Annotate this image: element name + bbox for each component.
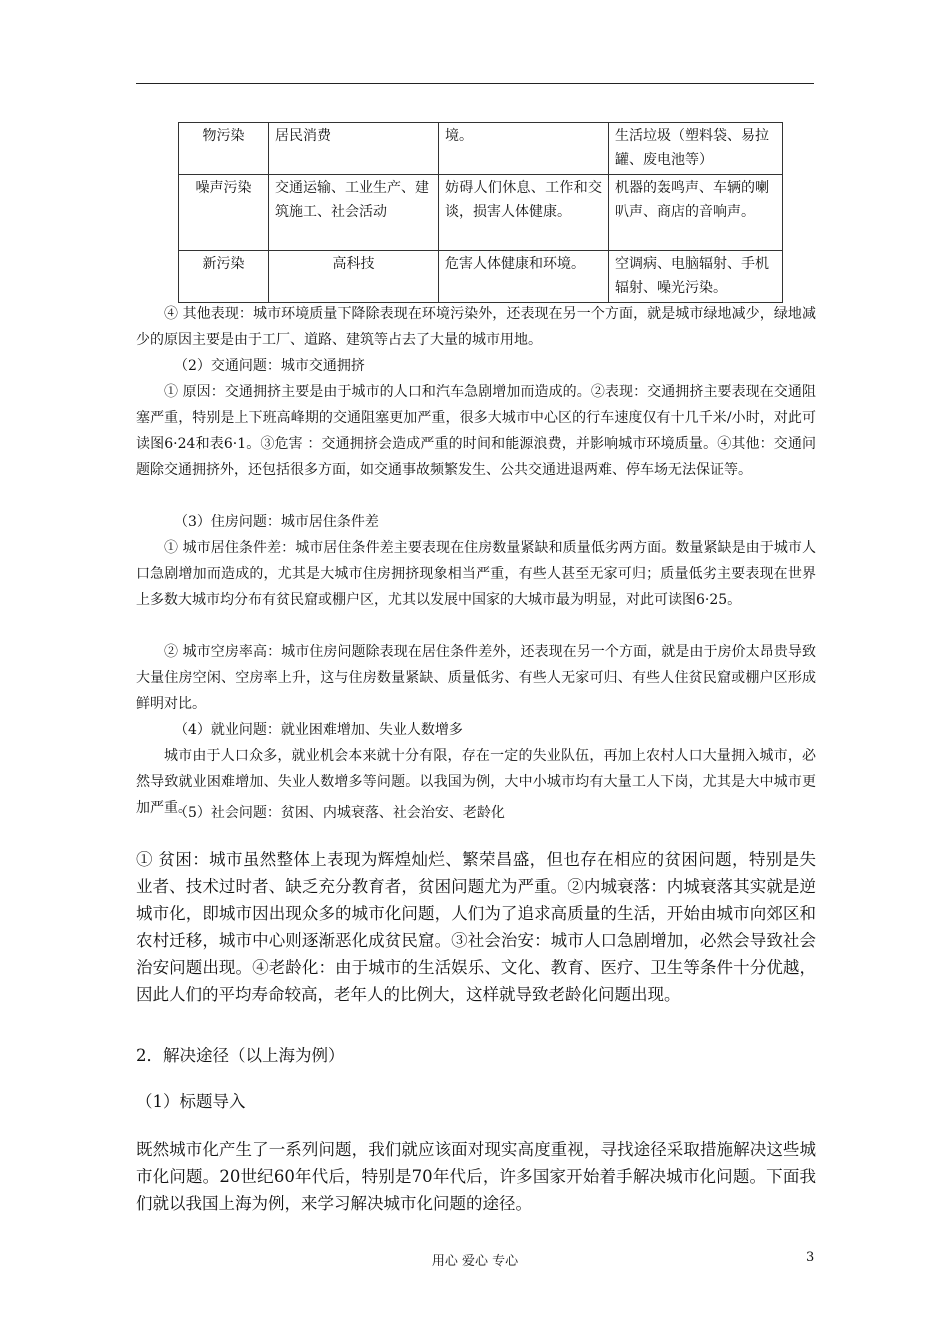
paragraph: ① 城市居住条件差：城市居住条件差主要表现在住房数量紧缺和质量低劣两方面。数量紧缺是由于城市人口急剧增加而造成的，尤其是大城市住房拥挤现象相当严重，有些人甚至无家可归；质量低劣主要表现在世界上多数大城市均分布有贫民窟或棚户区，尤其以发展中国家的大城市最为明显，对此可读图6·25。 xyxy=(136,540,816,608)
table-cell: 机器的轰鸣声、车辆的喇叭声、商店的音响声。 xyxy=(609,175,783,251)
paragraph: 既然城市化产生了一系列问题，我们就应该面对现实高度重视，寻找途径采取措施解决这些城市化问题。20世纪60年代后，特别是70年代后，许多国家开始着手解决城市化问题。下面我们就以我国上海为例，来学习解决城市化问题的途径。 xyxy=(136,1140,816,1213)
table-cell: 新污染 xyxy=(179,251,269,303)
section-heading: （5）社会问题：贫困、内城衰落、社会治安、老龄化 xyxy=(174,805,505,821)
section-heading: （1）标题导入 xyxy=(136,1092,246,1111)
page-number: 3 xyxy=(806,1250,815,1265)
table-cell: 生活垃圾（塑料袋、易拉罐、废电池等） xyxy=(609,123,783,175)
section-heading: （3）住房问题：城市居住条件差 xyxy=(174,514,379,530)
paragraph: 城市由于人口众多，就业机会本来就十分有限，存在一定的失业队伍，再加上农村人口大量拥入城市，必然导致就业困难增加、失业人数增多等问题。以我国为例，大中小城市均有大量工人下岗，尤其是大中城市更加严重。 xyxy=(136,748,816,816)
table-row xyxy=(179,123,783,175)
table-cell: 境。 xyxy=(439,123,609,175)
pollution-table xyxy=(178,122,783,303)
paragraph: ④ 其他表现：城市环境质量下降除表现在环境污染外，还表现在另一个方面，就是城市绿地减少，绿地减少的原因主要是由于工厂、道路、建筑等占去了大量的城市用地。 xyxy=(136,306,816,348)
paragraph: ① 贫困：城市虽然整体上表现为辉煌灿烂、繁荣昌盛，但也存在相应的贫困问题，特别是失业者、技术过时者、缺乏充分教育者，贫困问题尤为严重。②内城衰落：内城衰落其实就是逆城市化，即城市因出现众多的城市化问题，人们为了追求高质量的生活，开始由城市向郊区和农村迁移，城市中心则逐渐恶化成贫民窟。③社会治安：城市人口急剧增加，必然会导致社会治安问题出现。④老龄化：由于城市的生活娱乐、文化、教育、医疗、卫生等条件十分优越，因此人们的平均寿命较高，老年人的比例大，这样就导致老龄化问题出现。 xyxy=(136,850,816,1004)
section-heading: （4）就业问题：就业困难增加、失业人数增多 xyxy=(174,722,463,738)
table-cell: 物污染 xyxy=(179,123,269,175)
header-rule xyxy=(136,83,814,84)
table-cell: 交通运输、工业生产、建筑施工、社会活动 xyxy=(269,175,439,251)
table-row xyxy=(179,251,783,303)
section-heading: 2．解决途径（以上海为例） xyxy=(136,1046,345,1065)
table-cell: 空调病、电脑辐射、手机辐射、噪光污染。 xyxy=(609,251,783,303)
table-cell: 危害人体健康和环境。 xyxy=(439,251,609,303)
table-row xyxy=(179,175,783,251)
table-cell: 高科技 xyxy=(269,251,439,303)
table-cell: 居民消费 xyxy=(269,123,439,175)
section-heading: （2）交通问题：城市交通拥挤 xyxy=(174,358,365,374)
table-cell: 噪声污染 xyxy=(179,175,269,251)
paragraph: ② 城市空房率高：城市住房问题除表现在居住条件差外，还表现在另一个方面，就是由于房价太昂贵导致大量住房空闲、空房率上升，这与住房数量紧缺、质量低劣、有些人无家可归、有些人住贫民窟或棚户区形成鲜明对比。 xyxy=(136,644,816,712)
table-cell: 妨碍人们休息、工作和交谈，损害人体健康。 xyxy=(439,175,609,251)
paragraph: ① 原因：交通拥挤主要是由于城市的人口和汽车急剧增加而造成的。②表现：交通拥挤主要表现在交通阻塞严重，特别是上下班高峰期的交通阻塞更加严重，很多大城市中心区的行车速度仅有十几千米/小时，对此可读图6·24和表6·1。③危害 ：交通拥挤会造成严重的时间和能源浪费，并影响城市环境质量。④其他：交通问题除交通拥挤外，还包括很多方面，如交通事故频繁发生、公共交通进退两难、停车场无法保证等。 xyxy=(136,384,816,478)
footer-motto: 用心 爱心 专心 xyxy=(431,1254,519,1269)
